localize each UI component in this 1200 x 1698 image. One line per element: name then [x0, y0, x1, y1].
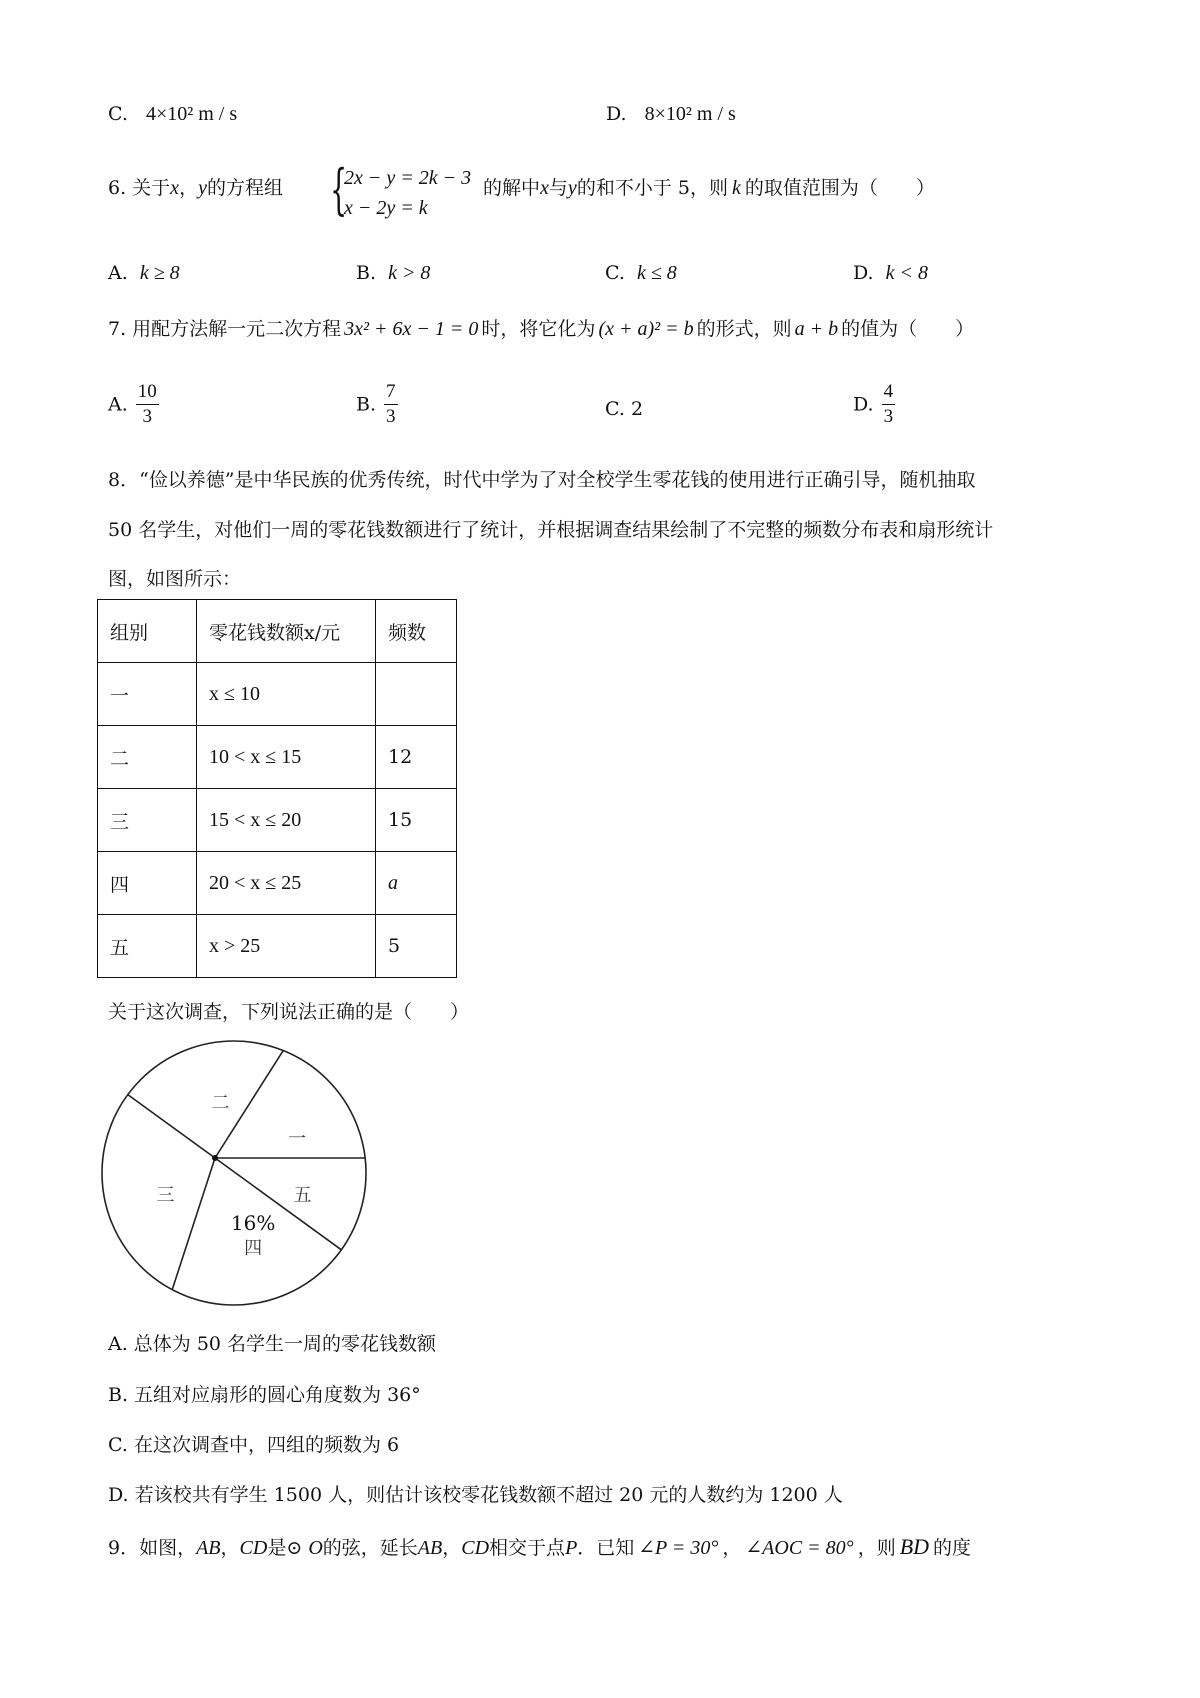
table-header-row: [98, 600, 457, 663]
q8-option-b: B. 五组对应扇形的圆心角度数为 36°: [108, 1384, 421, 1406]
q9-prefix: 9．如图，: [108, 1537, 197, 1559]
q8-line-1: 8．“俭以养德”是中华民族的优秀传统，时代中学为了对全校学生零花钱的使用进行正确引导，随机抽取: [108, 469, 976, 491]
pie-slice-label: 二: [211, 1092, 230, 1114]
q9-cd-2: CD: [461, 1537, 490, 1559]
q7-stem: [108, 317, 974, 341]
frequency-table: [97, 599, 457, 978]
q6-option-b: B. k > 8: [356, 262, 431, 284]
table-row: [98, 726, 457, 789]
table-cell: 四: [98, 852, 197, 915]
q6-prefix: 6. 关于: [108, 177, 171, 199]
pie-center-dot: [212, 1155, 218, 1161]
q8-option-d: D. 若该校共有学生 1500 人，则估计该校零花钱数额不超过 20 元的人数约为 1200 人: [108, 1484, 843, 1506]
pie-slice-boundary: [172, 1158, 215, 1290]
table-cell: 15 < x ≤ 20: [197, 789, 376, 852]
q5-option-d-label: D.: [606, 103, 627, 125]
pie-slice-label: 五: [293, 1185, 312, 1207]
q7-mid2: 的形式，则: [696, 318, 792, 340]
pie-slice-boundary: [128, 1095, 215, 1158]
table-cell: 一: [98, 663, 197, 726]
q6-options: [108, 262, 1108, 292]
q6-var-x-2: x: [540, 177, 549, 199]
circle-icon: ⊙: [286, 1537, 303, 1559]
q6-mid3: 的和不小于 5，则: [576, 177, 728, 199]
q6-comma: ，: [179, 177, 199, 199]
table-cell: x ≤ 10: [197, 663, 376, 726]
q6-var-y-2: y: [567, 177, 577, 199]
q7-expr: a + b: [794, 318, 839, 340]
q5-option-c-label: C.: [108, 103, 128, 125]
table-cell: 12: [376, 726, 457, 789]
pie-outline: [102, 1041, 366, 1305]
q6-option-c: C. k ≤ 8: [605, 262, 677, 284]
q6-stem: [108, 176, 283, 200]
q7-equation: 3x² + 6x − 1 = 0: [344, 318, 479, 340]
q7-prefix: 7. 用配方法解一元二次方程: [108, 318, 342, 340]
table-cell: x > 25: [197, 915, 376, 978]
table-header: 频数: [376, 600, 457, 663]
q5-option-c: [108, 103, 237, 126]
table-header: 组别: [98, 600, 197, 663]
system-brace: {: [330, 158, 348, 221]
q9-mid2: 的弦，延长: [322, 1537, 418, 1559]
table-header: 零花钱数额x/元: [197, 600, 376, 663]
table-row: [98, 915, 457, 978]
table-cell: 三: [98, 789, 197, 852]
q9-o: O: [308, 1537, 323, 1559]
q8-option-c: C. 在这次调查中，四组的频数为 6: [108, 1434, 400, 1456]
q9-ab: AB: [196, 1537, 221, 1559]
q7-option-b: B. $\frac{7}{3}$: [356, 381, 396, 427]
table-cell: a: [376, 852, 457, 915]
q6-option-a: A. k ≥ 8: [108, 262, 180, 284]
q5-option-d: [606, 103, 736, 126]
q6-mid1: 的方程组: [206, 177, 283, 199]
table-cell: 15: [376, 789, 457, 852]
q7-option-a: A. $\frac{10}{3}$: [108, 381, 157, 427]
fraction-10-3: $\frac{10}{3}$: [137, 381, 157, 427]
q7-option-d: D. $\frac{4}{3}$: [853, 381, 894, 427]
q9-angle-aoc: ∠AOC = 80°: [745, 1537, 854, 1559]
table-row: [98, 789, 457, 852]
table-cell: 5: [376, 915, 457, 978]
q6-var-x: x: [170, 177, 180, 199]
q9-angle-p: ∠P = 30°: [638, 1537, 719, 1559]
q9-stem: [108, 1535, 971, 1560]
q6-stem-tail: [483, 176, 935, 200]
q6-and: 与: [548, 177, 568, 199]
q6-mid2: 的解中: [483, 177, 541, 199]
q9-mid5: ，则: [857, 1537, 896, 1559]
q9-arc-bd: BD: [899, 1534, 930, 1559]
q6-option-d: D. k < 8: [853, 262, 929, 284]
q7-option-c: C. 2: [605, 398, 644, 420]
table-row: [98, 852, 457, 915]
q5-option-d-value: 8×10² m / s: [644, 103, 736, 125]
q9-sep-3: ，: [722, 1537, 742, 1559]
table-cell: [376, 663, 457, 726]
q9-suffix: 的度: [933, 1537, 972, 1559]
pie-slice-label: 四: [244, 1237, 263, 1259]
table-cell: 二: [98, 726, 197, 789]
q9-mid1: 是: [267, 1537, 287, 1559]
q7-mid: 时，将它化为: [481, 318, 596, 340]
pie-slice-label: 一: [288, 1128, 307, 1150]
q7-suffix: 的值为（ ）: [841, 318, 975, 340]
q7-options: [108, 380, 1108, 440]
q8-option-a: A. 总体为 50 名学生一周的零花钱数额: [108, 1333, 437, 1355]
q7-form: (x + a)² = b: [598, 318, 694, 340]
q6-equation-1: 2x − y = 2k − 3: [344, 167, 472, 189]
q9-sep: ，: [220, 1537, 240, 1559]
q8-question: 关于这次调查，下列说法正确的是（ ）: [108, 1001, 470, 1023]
pie-chart: [100, 1037, 390, 1317]
q6-equation-system: [330, 158, 472, 223]
q6-var-k: k: [731, 177, 741, 199]
table-cell: 20 < x ≤ 25: [197, 852, 376, 915]
q5-options: [108, 103, 1108, 133]
q5-option-c-value: 4×10² m / s: [145, 103, 238, 125]
fraction-4-3: $\frac{4}{3}$: [883, 381, 894, 427]
pie-percent-label: 16%: [230, 1210, 276, 1235]
q8-line-2: 50 名学生，对他们一周的零花钱数额进行了统计，并根据调查结果绘制了不完整的频数分布表和扇形统计: [108, 519, 994, 541]
q9-sep-2: ，: [442, 1537, 462, 1559]
table-cell: 五: [98, 915, 197, 978]
q6-equation-2: x − 2y = k: [344, 197, 428, 219]
fraction-7-3: $\frac{7}{3}$: [386, 381, 396, 427]
q6-suffix: 的取值范围为（ ）: [744, 177, 935, 199]
table-cell: 10 < x ≤ 15: [197, 726, 376, 789]
q9-cd: CD: [239, 1537, 268, 1559]
q8-line-3: 图，如图所示：: [108, 568, 242, 590]
q9-p: P: [565, 1537, 578, 1559]
pie-slice-label: 三: [156, 1185, 175, 1207]
q9-mid4: ．已知: [577, 1537, 635, 1559]
q9-mid3: 相交于点: [489, 1537, 566, 1559]
q6-var-y: y: [198, 177, 207, 199]
pie-slice-boundary: [215, 1158, 341, 1250]
q9-ab-2: AB: [417, 1537, 443, 1559]
table-row: [98, 663, 457, 726]
